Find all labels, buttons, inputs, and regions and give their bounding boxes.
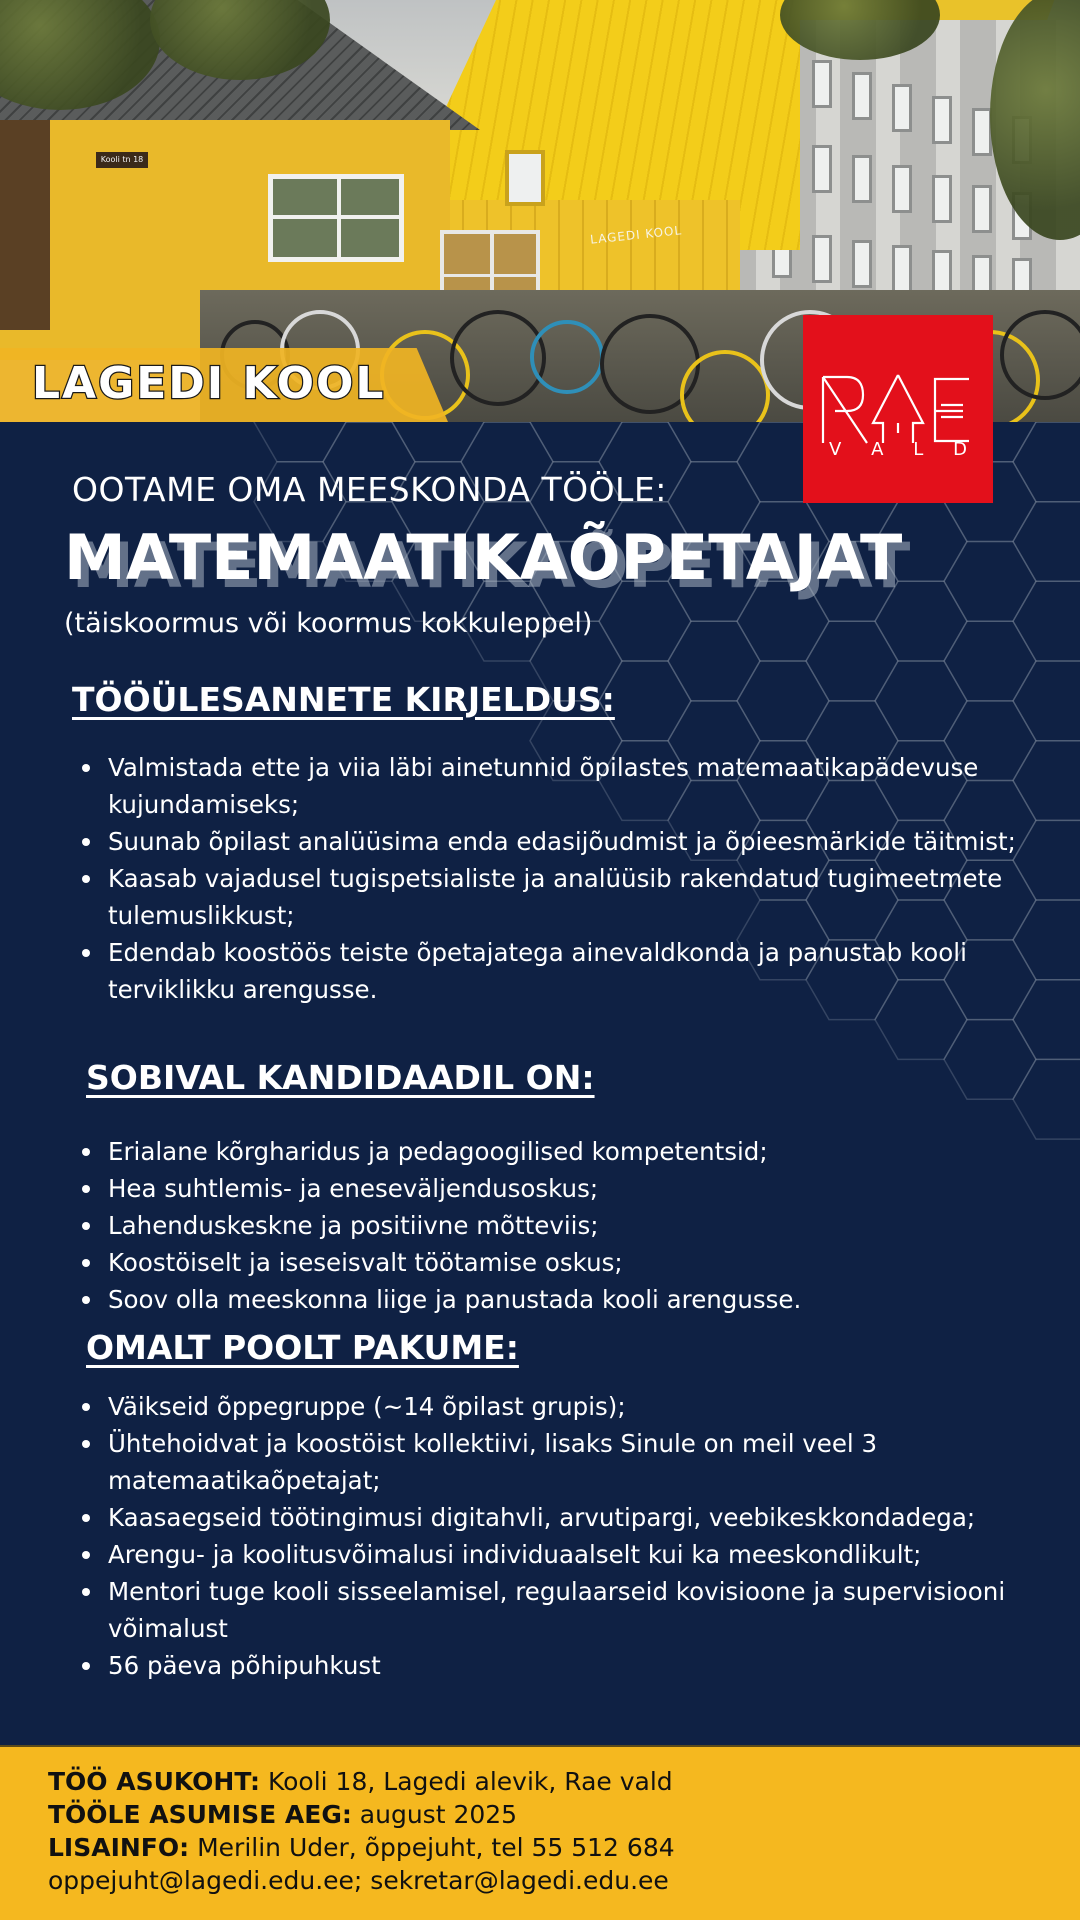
offer-list [78, 1388, 1038, 1684]
hexagon [1013, 661, 1080, 741]
location-line [48, 1765, 675, 1798]
hexagon [806, 621, 898, 701]
email-line[interactable]: oppejuht@lagedi.edu.ee; sekretar@lagedi.edu.ee [48, 1866, 669, 1895]
hexagon [530, 422, 622, 462]
rae-vald-logo [803, 315, 993, 503]
start-date-value: august 2025 [351, 1800, 518, 1829]
list-item: Kaasab vajadusel tugispetsialiste ja analüüsib rakendatud tugimeetmete tulemuslikkust; [78, 860, 1038, 934]
logo-letter: V [829, 439, 842, 460]
job-title: MATEMAATIKAÕPETAJAT [64, 521, 903, 594]
photo-door [0, 120, 50, 330]
hexagon [1013, 502, 1080, 582]
hexagon [944, 621, 1036, 701]
list-item: Kaasaegseid töötingimusi digitahvli, arvutipargi, veebikeskkondadega; [78, 1499, 1038, 1536]
start-date-line [48, 1798, 675, 1831]
location-value: Kooli 18, Lagedi alevik, Rae vald [260, 1767, 673, 1796]
logo-subtitle [803, 439, 993, 460]
list-item: Valmistada ette ja viia läbi ainetunnid õpilastes matemaatikapädevuse kujundamiseks; [78, 749, 1038, 823]
tasks-list [78, 749, 1038, 1008]
hexagon [737, 661, 829, 741]
logo-letter: L [913, 439, 924, 460]
info-label: LISAINFO: [48, 1833, 190, 1862]
list-item: Lahenduskeskne ja positiivne mõtteviis; [78, 1207, 1038, 1244]
hexagon [944, 542, 1036, 622]
candidate-list [78, 1133, 1038, 1318]
list-item: Soov olla meeskonna liige ja panustada kooli arengusse. [78, 1281, 1038, 1318]
hexagon [944, 1020, 1036, 1100]
list-item: Arengu- ja koolitusvõimalusi individuaalselt kui ka meeskondlikult; [78, 1536, 1038, 1573]
rae-logo-mark [803, 315, 993, 503]
hexagon [1013, 1059, 1080, 1139]
workload-note: (täiskoormus või koormus kokkuleppel) [64, 608, 593, 639]
photo-dormer-window [505, 150, 545, 206]
list-item: Hea suhtlemis- ja eneseväljendusoskus; [78, 1170, 1038, 1207]
hexagon [668, 621, 760, 701]
list-item: Mentori tuge kooli sisseelamisel, regulaarseid kovisioone ja supervisiooni võimalust [78, 1573, 1038, 1647]
hexagon [875, 661, 967, 741]
candidate-heading: SOBIVAL KANDIDAADIL ON: [86, 1058, 595, 1097]
hexagon [1013, 581, 1080, 661]
intro-text: OOTAME OMA MEESKONDA TÖÖLE: [72, 470, 667, 509]
list-item: Erialane kõrgharidus ja pedagoogilised kompetentsid; [78, 1133, 1038, 1170]
info-value: Merilin Uder, õppejuht, tel 55 512 684 [189, 1833, 675, 1862]
list-item: 56 päeva põhipuhkust [78, 1647, 1038, 1684]
list-item: Koostöiselt ja iseseisvalt töötamise oskus; [78, 1244, 1038, 1281]
list-item: Edendab koostöös teiste õpetajatega ainevaldkonda ja panustab kooli terviklikku arengusse. [78, 934, 1038, 1008]
contact-info [48, 1765, 675, 1897]
location-label: TÖÖ ASUKOHT: [48, 1767, 261, 1796]
school-name: LAGEDI KOOL [32, 358, 386, 409]
logo-letter: D [953, 439, 967, 460]
hexagon [254, 422, 346, 462]
info-line [48, 1831, 675, 1864]
list-item: Väikseid õppegruppe (~14 õpilast grupis); [78, 1388, 1038, 1425]
hexagon [392, 422, 484, 462]
list-item: Suunab õpilast analüüsima enda edasijõudmist ja õpieesmärkide täitmist; [78, 823, 1038, 860]
start-date-label: TÖÖLE ASUMISE AEG: [48, 1800, 352, 1829]
list-item: Ühtehoidvat ja koostöist kollektiivi, lisaks Sinule on meil veel 3 matemaatikaõpetajat; [78, 1425, 1038, 1499]
logo-letter: A [871, 439, 884, 460]
offer-heading: OMALT POOLT PAKUME: [86, 1328, 519, 1367]
tasks-heading: TÖÖÜLESANNETE KIRJELDUS: [72, 680, 615, 719]
photo-house-sign: Kooli tn 18 [96, 152, 148, 168]
photo-window [268, 174, 404, 262]
hexagon [1013, 422, 1080, 502]
hexagon [668, 422, 760, 462]
photo-building-sign: LAGEDI KOOL [589, 223, 683, 247]
